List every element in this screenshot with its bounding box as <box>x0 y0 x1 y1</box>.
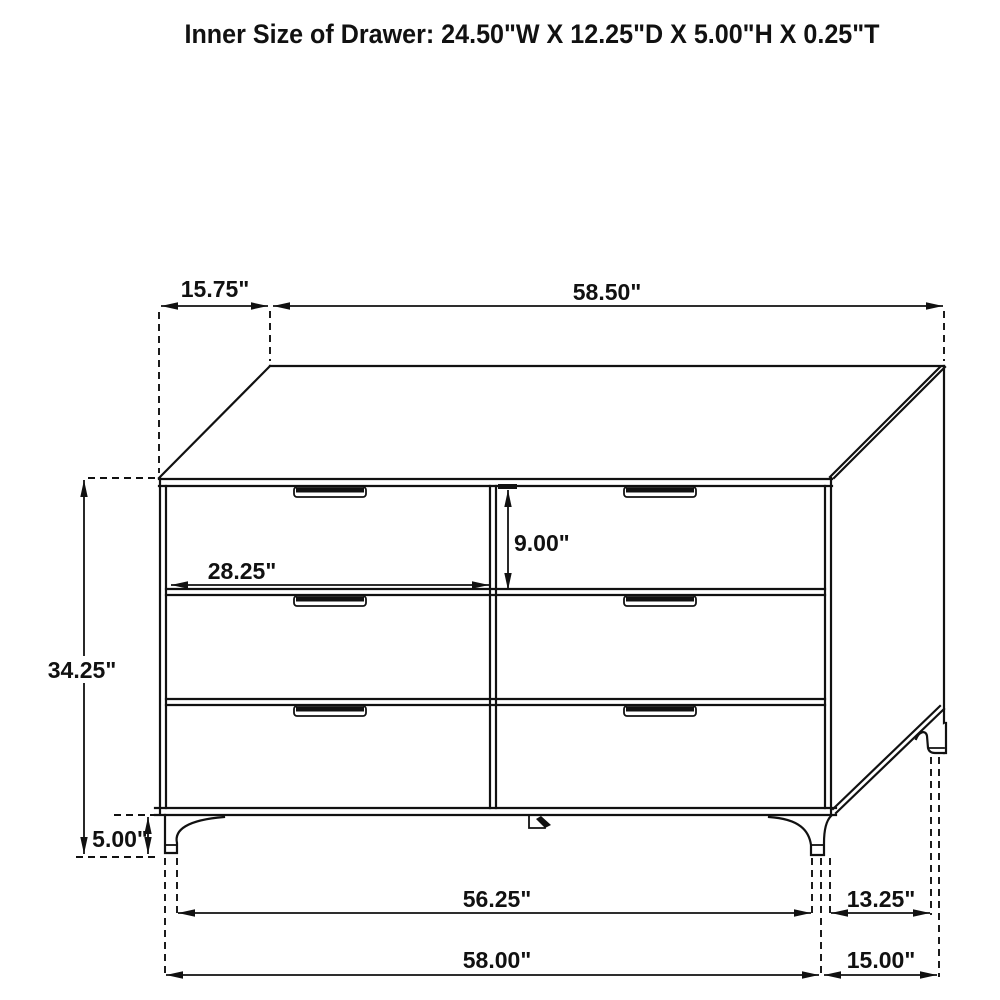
dim-label-feet-depth-inner: 13.25" <box>846 886 916 912</box>
front-left-leg <box>165 815 224 853</box>
handle-bottom-right <box>624 706 696 716</box>
page-title: Inner Size of Drawer: 24.50"W X 12.25"D X 5.00"H X 0.25"T <box>184 19 880 49</box>
drawer-height-reference-tick <box>498 484 517 489</box>
dim-label-overall-depth: 15.00" <box>846 947 916 973</box>
dimension-feet-depth-inner <box>831 886 930 913</box>
back-right-leg <box>916 723 946 753</box>
dim-label-top-depth: 15.75" <box>180 276 250 302</box>
dimension-top-width <box>273 279 943 306</box>
dimension-drawer-width <box>171 558 489 585</box>
dimension-overall-height <box>40 480 124 854</box>
dresser-body <box>155 366 945 815</box>
dim-label-leg-height: 5.00" <box>92 826 148 852</box>
side-bottom-edge-outer <box>836 709 944 813</box>
dim-label-top-width: 58.50" <box>572 279 642 305</box>
handle-bottom-left <box>294 706 366 716</box>
dim-label-drawer-height: 9.00" <box>514 530 570 556</box>
dimension-overall-depth <box>824 947 937 975</box>
extension-lines <box>76 311 944 977</box>
top-right-edge-outer <box>834 367 945 478</box>
dim-label-drawer-width: 28.25" <box>207 558 277 584</box>
handle-top-right <box>624 487 696 497</box>
dim-label-overall-width: 58.00" <box>462 947 532 973</box>
dim-label-feet-span-inner: 56.25" <box>462 886 532 912</box>
legs <box>165 723 946 855</box>
dimension-feet-span-inner <box>178 886 811 913</box>
center-glide-leg <box>529 816 551 828</box>
handle-middle-right <box>624 596 696 606</box>
handle-middle-left <box>294 596 366 606</box>
dimension-overall-width <box>166 947 819 975</box>
dimension-top-depth <box>161 276 268 306</box>
top-left-edge <box>159 366 270 478</box>
dim-label-overall-height: 34.25" <box>47 657 117 683</box>
side-bottom-edge-inner <box>833 706 940 809</box>
top-right-edge-inner <box>830 367 940 477</box>
front-right-leg <box>769 816 831 855</box>
handle-top-left <box>294 487 366 497</box>
dimension-leg-height <box>92 817 148 854</box>
dimension-drawer-height <box>508 490 570 590</box>
